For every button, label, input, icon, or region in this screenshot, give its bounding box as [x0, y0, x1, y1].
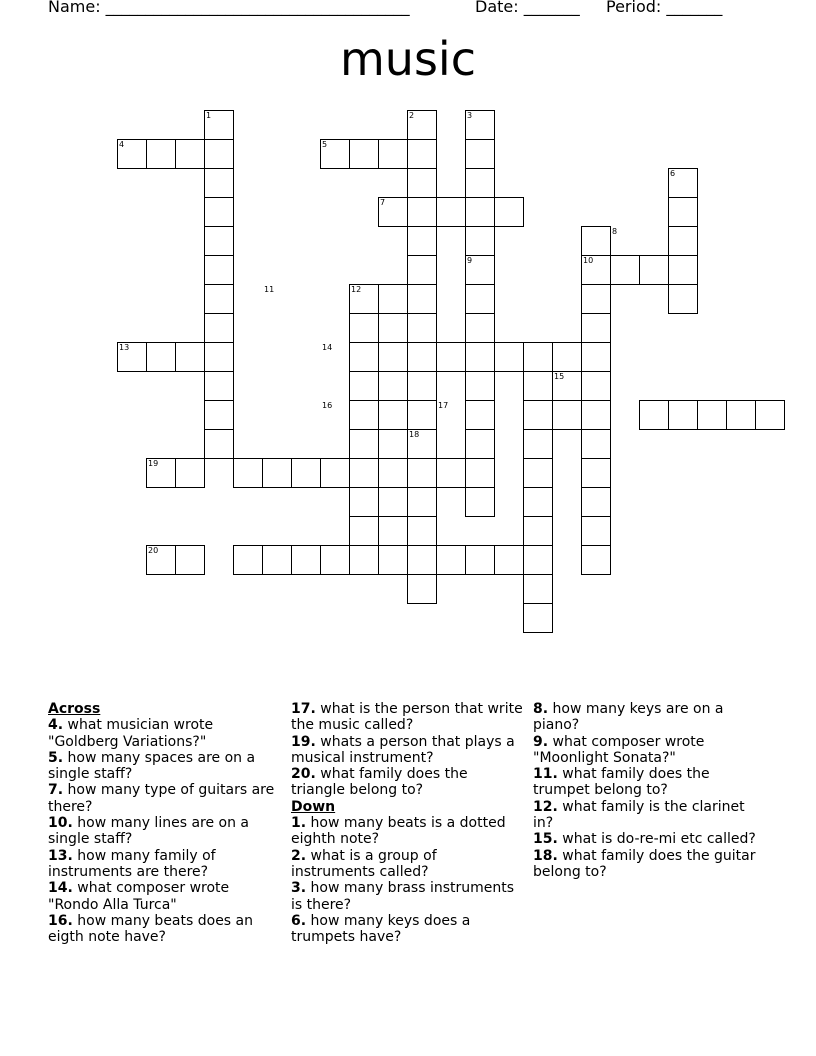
- clues-column-3: [533, 701, 765, 880]
- crossword-cell[interactable]: [581, 516, 611, 546]
- clue-number: 20: [148, 546, 159, 555]
- crossword-cell[interactable]: [407, 371, 437, 401]
- crossword-cell[interactable]: [407, 313, 437, 343]
- clue-number: 12: [351, 285, 362, 294]
- crossword-cell[interactable]: [755, 400, 785, 430]
- down-clue: 6. how many keys does a trumpets have?: [291, 912, 471, 946]
- crossword-cell[interactable]: [581, 342, 611, 372]
- crossword-cell[interactable]: [349, 313, 379, 343]
- crossword-cell[interactable]: [175, 458, 205, 488]
- crossword-cell[interactable]: [407, 255, 437, 285]
- crossword-cell[interactable]: [465, 487, 495, 517]
- crossword-cell[interactable]: [523, 487, 553, 517]
- crossword-cell[interactable]: [465, 168, 495, 198]
- crossword-cell[interactable]: [378, 139, 408, 169]
- crossword-cell[interactable]: [378, 400, 408, 430]
- crossword-cell[interactable]: [378, 313, 408, 343]
- crossword-cell[interactable]: [407, 197, 437, 227]
- crossword-cell[interactable]: [407, 226, 437, 256]
- clue-number: 2: [409, 111, 415, 120]
- clue-number: 9: [467, 256, 473, 265]
- crossword-cell[interactable]: [204, 342, 234, 372]
- name-field-label: Name: ______________________________________: [48, 0, 410, 16]
- crossword-cell[interactable]: [668, 284, 698, 314]
- crossword-cell[interactable]: [349, 342, 379, 372]
- crossword-cell[interactable]: [581, 429, 611, 459]
- crossword-cell[interactable]: [349, 400, 379, 430]
- clue-number: 14: [322, 343, 333, 352]
- across-clue: 17. what is the person that write the music called?: [291, 701, 523, 734]
- crossword-cell[interactable]: [349, 458, 379, 488]
- crossword-cell[interactable]: [349, 545, 379, 575]
- crossword-cell[interactable]: [465, 226, 495, 256]
- crossword-cell[interactable]: [407, 574, 437, 604]
- across-clue: 5. how many spaces are on a single staff?: [48, 749, 256, 783]
- crossword-cell[interactable]: [204, 371, 234, 401]
- crossword-cell[interactable]: [175, 342, 205, 372]
- crossword-cell[interactable]: [378, 458, 408, 488]
- crossword-cell[interactable]: [523, 342, 553, 372]
- date-field-label: Date: _______: [475, 0, 580, 16]
- crossword-cell[interactable]: [494, 197, 524, 227]
- crossword-cell[interactable]: [697, 400, 727, 430]
- crossword-cell[interactable]: [668, 226, 698, 256]
- clue-number: 7: [380, 198, 386, 207]
- crossword-cell[interactable]: [436, 197, 466, 227]
- crossword-cell[interactable]: [668, 197, 698, 227]
- crossword-cell[interactable]: [639, 400, 669, 430]
- crossword-cell[interactable]: [146, 139, 176, 169]
- crossword-cell[interactable]: [175, 545, 205, 575]
- crossword-cell[interactable]: [581, 284, 611, 314]
- down-clue: 11. what family does the trumpet belong to?: [533, 766, 710, 799]
- crossword-cell[interactable]: [146, 342, 176, 372]
- clues-column-2: [291, 701, 523, 945]
- clue-number: 18: [409, 430, 420, 439]
- across-clue: 10. how many lines are on a single staff?: [48, 815, 249, 848]
- crossword-cell[interactable]: [436, 342, 466, 372]
- crossword-cell[interactable]: [436, 458, 466, 488]
- crossword-cell[interactable]: [523, 574, 553, 604]
- crossword-cell[interactable]: [378, 371, 408, 401]
- crossword-cell[interactable]: [349, 139, 379, 169]
- crossword-cell[interactable]: [465, 313, 495, 343]
- crossword-cell[interactable]: [465, 371, 495, 401]
- clue-number: 10: [583, 256, 594, 265]
- crossword-cell[interactable]: [523, 603, 553, 633]
- clue-number: 6: [670, 169, 676, 178]
- crossword-cell[interactable]: [407, 545, 437, 575]
- crossword-cell[interactable]: [668, 255, 698, 285]
- crossword-cell[interactable]: [204, 284, 234, 314]
- crossword-cell[interactable]: [378, 487, 408, 517]
- clues-column-1: [48, 701, 280, 945]
- across-clue: 7. how many type of guitars are there?: [48, 782, 275, 815]
- crossword-cell[interactable]: [204, 400, 234, 430]
- crossword-cell[interactable]: [552, 400, 582, 430]
- across-clue: 4. what musician wrote "Goldberg Variations?": [48, 717, 214, 750]
- crossword-cell[interactable]: [436, 545, 466, 575]
- crossword-cell[interactable]: [204, 168, 234, 198]
- crossword-cell[interactable]: [233, 545, 263, 575]
- crossword-cell[interactable]: [581, 371, 611, 401]
- crossword-cell[interactable]: [494, 342, 524, 372]
- across-heading: Across: [48, 701, 101, 717]
- crossword-cell[interactable]: [407, 458, 437, 488]
- down-clue: 9. what composer wrote "Moonlight Sonata?": [533, 733, 705, 766]
- down-clue: 3. how many brass instruments is there?: [291, 880, 515, 913]
- clue-number: 15: [554, 372, 565, 381]
- crossword-cell[interactable]: [378, 545, 408, 575]
- crossword-cell[interactable]: [175, 139, 205, 169]
- crossword-cell[interactable]: [407, 516, 437, 546]
- period-field-label: Period: _______: [606, 0, 723, 16]
- crossword-cell[interactable]: [465, 458, 495, 488]
- crossword-cell[interactable]: [262, 545, 292, 575]
- clue-number: 5: [322, 140, 328, 149]
- clue-number: 1: [206, 111, 212, 120]
- crossword-cell[interactable]: [465, 284, 495, 314]
- crossword-cell[interactable]: [639, 255, 669, 285]
- clue-number: 4: [119, 140, 125, 149]
- crossword-cell[interactable]: [291, 458, 321, 488]
- crossword-cell[interactable]: [320, 545, 350, 575]
- clue-number: 8: [612, 227, 618, 236]
- crossword-cell[interactable]: [378, 429, 408, 459]
- crossword-cell[interactable]: [465, 545, 495, 575]
- crossword-cell[interactable]: [378, 342, 408, 372]
- down-clue: 18. what family does the guitar belong to?: [533, 847, 756, 880]
- crossword-cell[interactable]: [378, 284, 408, 314]
- crossword-cell[interactable]: [407, 342, 437, 372]
- page-title: music: [339, 32, 476, 86]
- across-clue: 13. how many family of instruments are there?: [48, 847, 216, 880]
- clue-number: 11: [264, 285, 275, 294]
- crossword-cell[interactable]: [465, 139, 495, 169]
- crossword-cell[interactable]: [378, 516, 408, 546]
- crossword-cell[interactable]: [668, 400, 698, 430]
- crossword-cell[interactable]: [204, 226, 234, 256]
- crossword-cell[interactable]: [581, 487, 611, 517]
- crossword-cell[interactable]: [523, 545, 553, 575]
- across-clue: 20. what family does the triangle belong to?: [291, 766, 468, 799]
- crossword-cell[interactable]: [465, 429, 495, 459]
- crossword-cell[interactable]: [407, 168, 437, 198]
- crossword-cell[interactable]: [494, 545, 524, 575]
- crossword-cell[interactable]: [726, 400, 756, 430]
- crossword-cell[interactable]: [581, 458, 611, 488]
- crossword-cell[interactable]: [320, 458, 350, 488]
- clue-number: 19: [148, 459, 159, 468]
- crossword-cell[interactable]: [523, 429, 553, 459]
- crossword-cell[interactable]: [204, 139, 234, 169]
- crossword-cell[interactable]: [552, 342, 582, 372]
- crossword-cell[interactable]: [204, 313, 234, 343]
- crossword-cell[interactable]: [581, 226, 611, 256]
- clue-number: 13: [119, 343, 130, 352]
- crossword-cell[interactable]: [465, 400, 495, 430]
- crossword-cell[interactable]: [204, 429, 234, 459]
- crossword-cell[interactable]: [523, 516, 553, 546]
- crossword-cell[interactable]: [465, 197, 495, 227]
- down-clue: 1. how many beats is a dotted eighth note?: [291, 815, 506, 848]
- down-clue: 12. what family is the clarinet in?: [533, 798, 745, 832]
- crossword-cell[interactable]: [204, 197, 234, 227]
- across-clue: 19. whats a person that plays a musical instrument?: [291, 733, 515, 766]
- crossword-cell[interactable]: [407, 284, 437, 314]
- down-heading: Down: [291, 798, 336, 815]
- crossword-cell[interactable]: [233, 458, 263, 488]
- crossword-cell[interactable]: [204, 255, 234, 285]
- crossword-cell[interactable]: [610, 255, 640, 285]
- crossword-cell[interactable]: [581, 400, 611, 430]
- crossword-cell[interactable]: [523, 458, 553, 488]
- crossword-cell[interactable]: [262, 458, 292, 488]
- across-clue: 16. how many beats does an eigth note have?: [48, 912, 254, 946]
- clue-number: 17: [438, 401, 449, 410]
- crossword-cell[interactable]: [581, 545, 611, 575]
- across-clue: 14. what composer wrote "Rondo Alla Turca": [48, 880, 230, 913]
- clue-number: 16: [322, 401, 333, 410]
- down-clue: 8. how many keys are on a piano?: [533, 701, 724, 734]
- crossword-cell[interactable]: [407, 487, 437, 517]
- crossword-cell[interactable]: [349, 429, 379, 459]
- crossword-cell[interactable]: [465, 342, 495, 372]
- down-clue: 2. what is a group of instruments called?: [291, 847, 437, 880]
- crossword-cell[interactable]: [523, 371, 553, 401]
- crossword-cell[interactable]: [523, 400, 553, 430]
- clue-number: 3: [467, 111, 473, 120]
- crossword-cell[interactable]: [349, 371, 379, 401]
- crossword-cell[interactable]: [349, 516, 379, 546]
- crossword-cell[interactable]: [349, 487, 379, 517]
- crossword-cell[interactable]: [291, 545, 321, 575]
- crossword-cell[interactable]: [407, 400, 437, 430]
- down-clue: 15. what is do-re-mi etc called?: [533, 831, 756, 848]
- crossword-cell[interactable]: [407, 139, 437, 169]
- crossword-cell[interactable]: [581, 313, 611, 343]
